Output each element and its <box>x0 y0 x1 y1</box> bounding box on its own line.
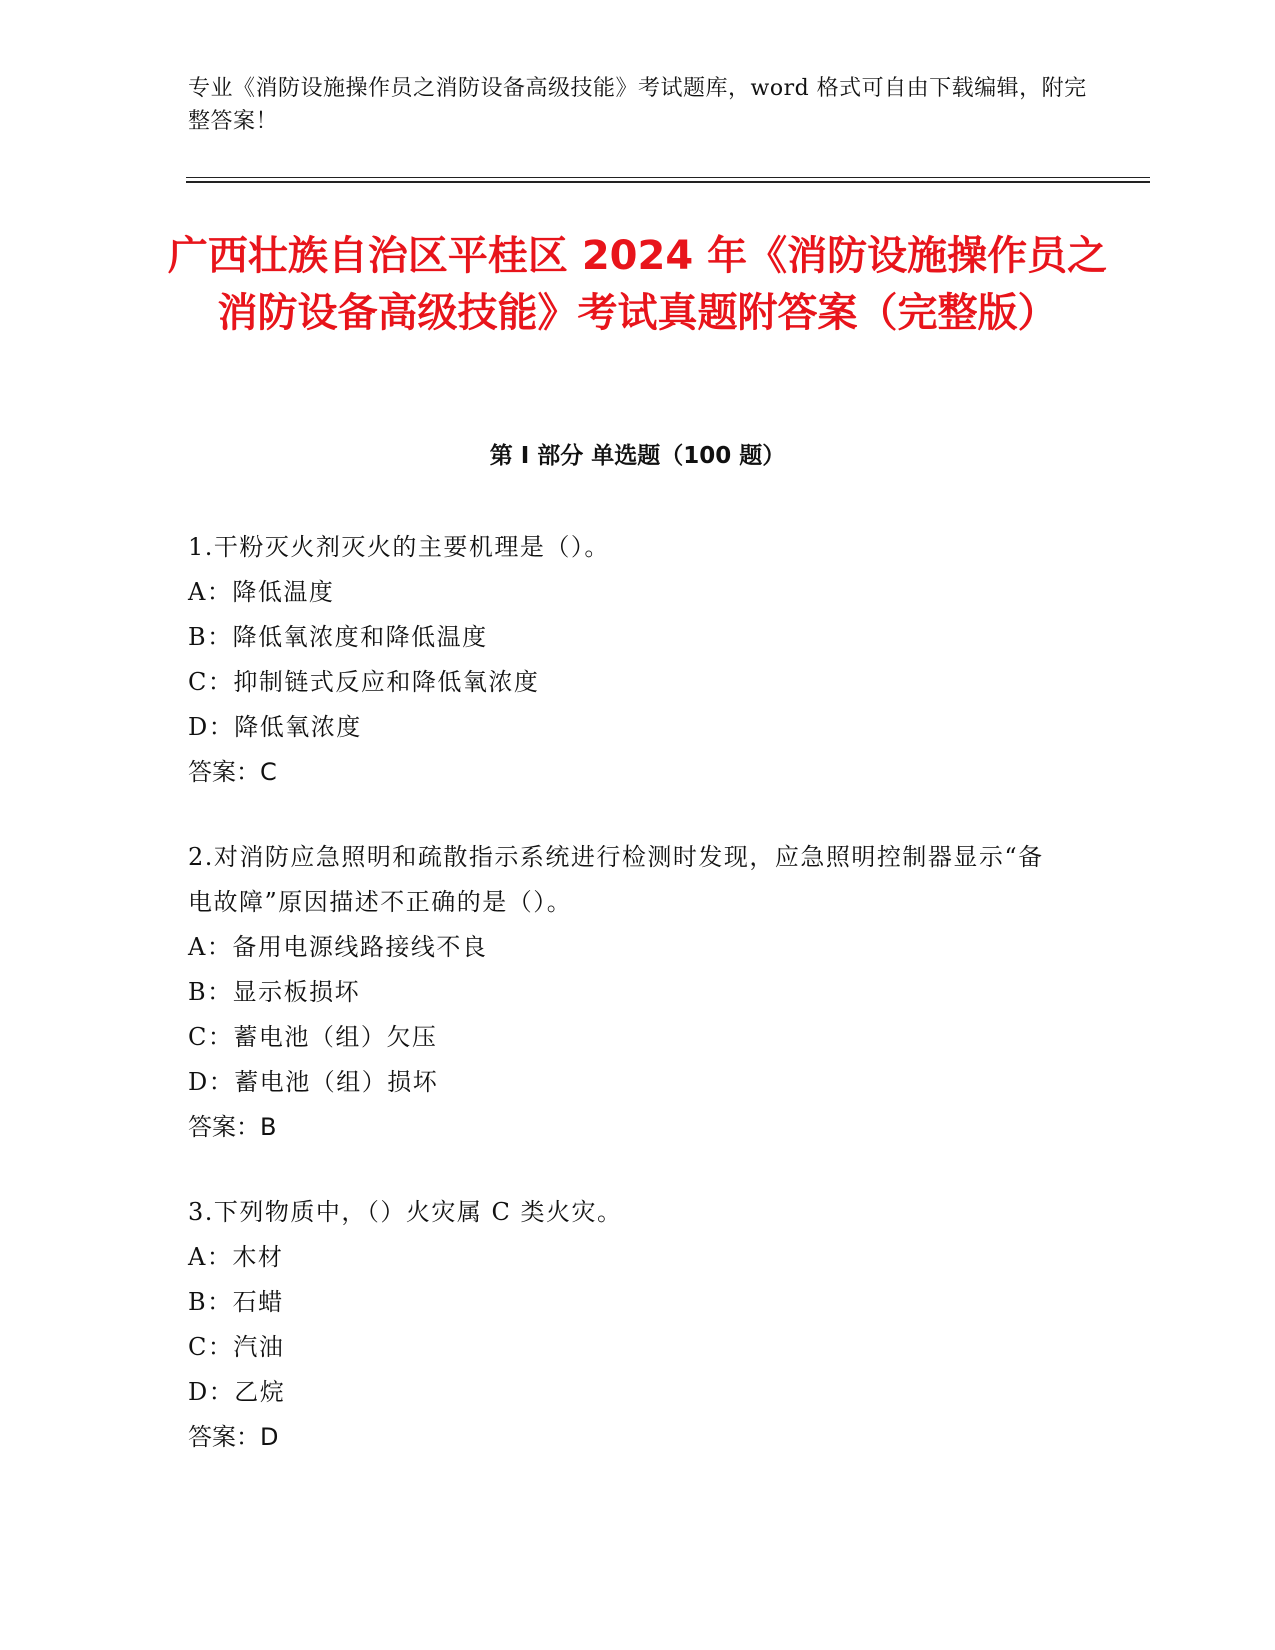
option-a: A：降低温度 <box>188 578 335 606</box>
answer-line: 答案：B <box>188 1113 277 1141</box>
option-c: C：蓄电池（组）欠压 <box>188 1023 438 1051</box>
header-divider-thick <box>186 181 1150 183</box>
option-a: A：备用电源线路接线不良 <box>188 933 488 961</box>
section-heading: 第 I 部分 单选题（100 题） <box>489 443 786 469</box>
question-list <box>188 525 1068 1500</box>
option-c: C：抑制链式反应和降低氧浓度 <box>188 668 540 696</box>
question-stem: 1.干粉灭火剂灭火的主要机理是（）。 <box>188 533 610 561</box>
option-a: A：木材 <box>188 1243 284 1271</box>
option-d: D：蓄电池（组）损坏 <box>188 1068 439 1096</box>
option-b: B：显示板损坏 <box>188 978 361 1006</box>
document-title: 广西壮族自治区平桂区 2024 年《消防设施操作员之消防设备高级技能》考试真题附答案（完整版） <box>167 233 1108 336</box>
question-stem: 3.下列物质中，（）火灾属 C 类火灾。 <box>188 1198 623 1226</box>
header-note: 专业《消防设施操作员之消防设备高级技能》考试题库，word 格式可自由下载编辑，附完整答案！ <box>188 76 1087 134</box>
question-item <box>188 835 1068 1150</box>
question-item <box>188 1190 1068 1460</box>
option-c: C：汽油 <box>188 1333 285 1361</box>
answer-line: 答案：D <box>188 1423 279 1451</box>
option-d: D：乙烷 <box>188 1378 286 1406</box>
option-d: D：降低氧浓度 <box>188 713 362 741</box>
question-stem: 2.对消防应急照明和疏散指示系统进行检测时发现，应急照明控制器显示“备电故障”原因描述不正确的是（）。 <box>188 843 1044 916</box>
option-b: B：降低氧浓度和降低温度 <box>188 623 488 651</box>
answer-line: 答案：C <box>188 758 277 786</box>
header-divider-thin <box>186 177 1150 178</box>
option-b: B：石蜡 <box>188 1288 284 1316</box>
question-item <box>188 525 1068 795</box>
